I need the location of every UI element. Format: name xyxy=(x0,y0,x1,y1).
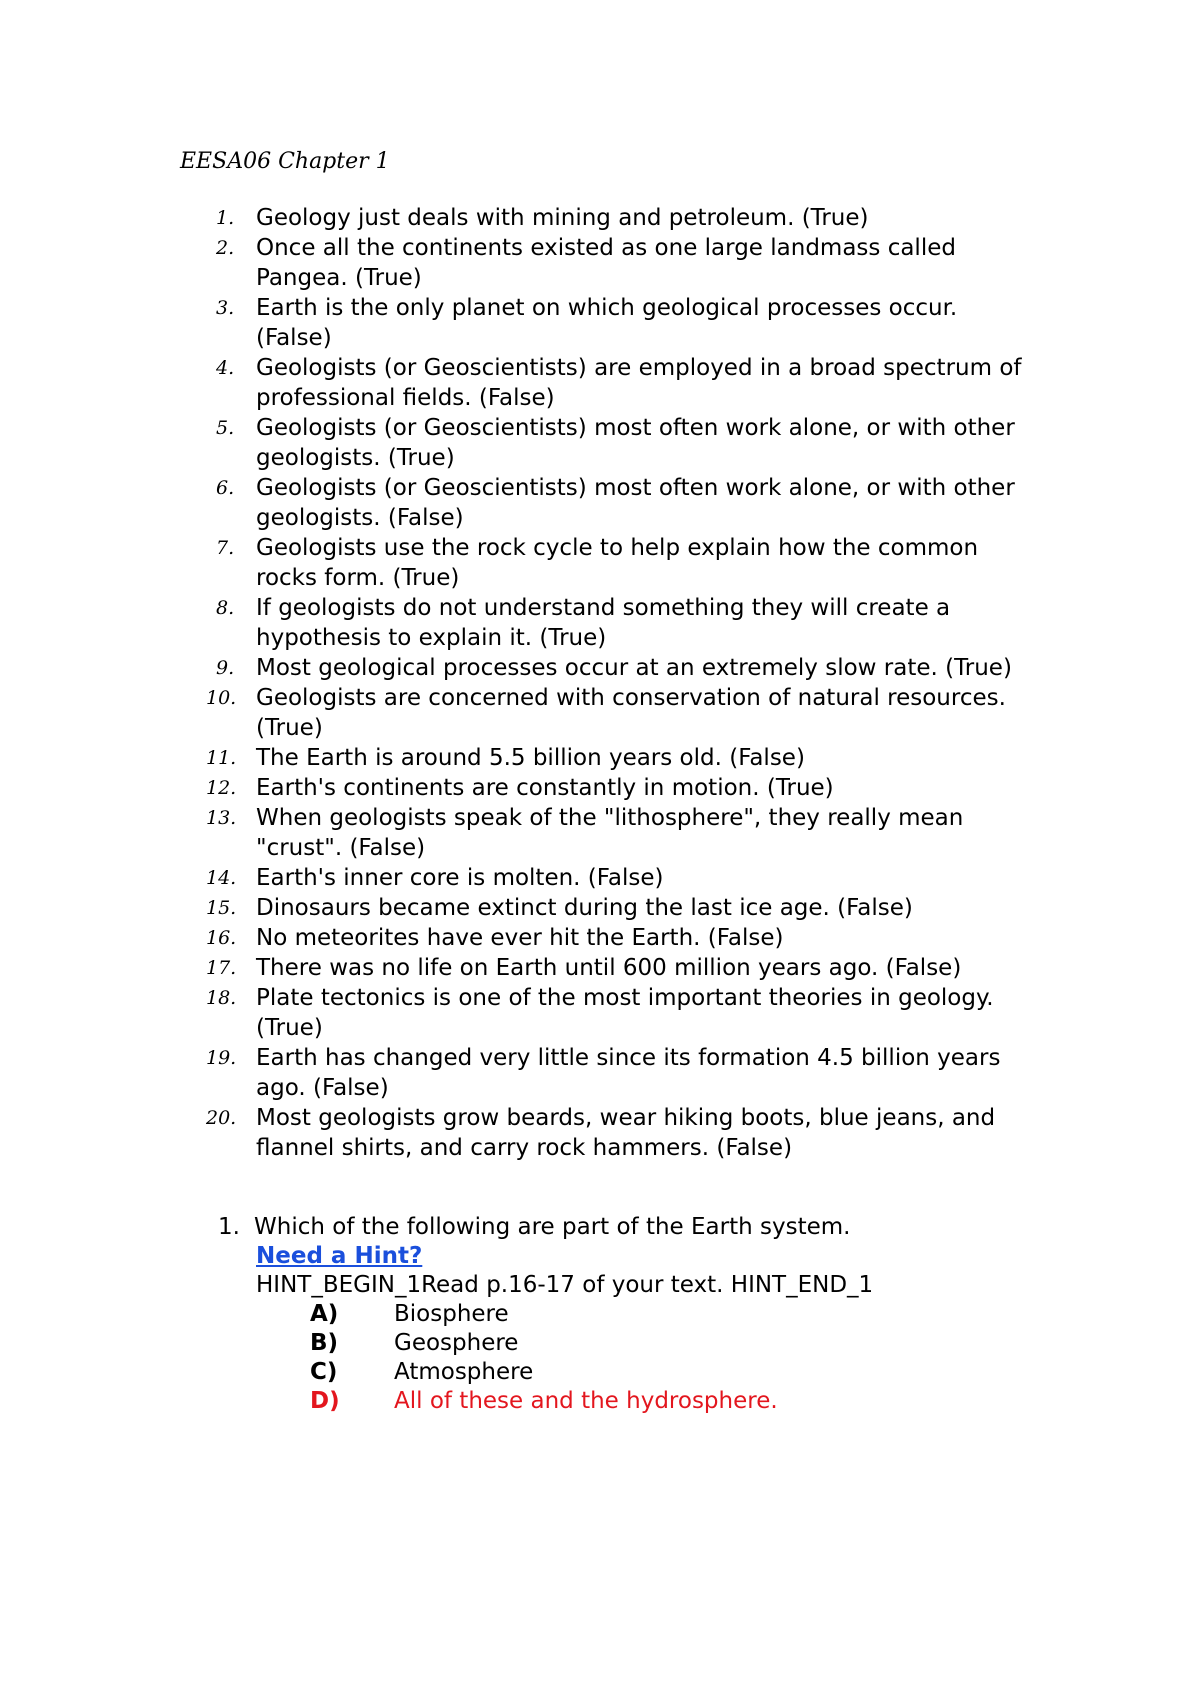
list-item xyxy=(192,983,1032,1043)
multiple-choice-question xyxy=(218,1213,1038,1416)
list-item xyxy=(192,233,1032,293)
option-letter: A) xyxy=(310,1301,339,1327)
item-number: 15. xyxy=(206,897,237,919)
question-prompt xyxy=(218,1213,1038,1242)
item-text: Earth's inner core is molten. (False) xyxy=(256,865,664,891)
hint-text: HINT_BEGIN_1Read p.16-17 of your text. HINT_END_1 xyxy=(256,1272,874,1298)
item-text: Geologists are concerned with conservation of natural resources. (True) xyxy=(256,685,1006,741)
item-text: If geologists do not understand something they will create a hypothesis to explain it. (True) xyxy=(256,595,951,651)
list-item xyxy=(192,893,1032,923)
list-item xyxy=(192,413,1032,473)
item-text: Plate tectonics is one of the most important theories in geology. (True) xyxy=(256,985,994,1041)
item-number: 20. xyxy=(206,1107,237,1129)
item-number: 18. xyxy=(206,987,237,1009)
item-text: Geologists (or Geoscientists) most often work alone, or with other geologists. (False) xyxy=(256,475,1015,531)
list-item xyxy=(192,863,1032,893)
answer-option-c[interactable] xyxy=(218,1358,1038,1387)
list-item xyxy=(192,593,1032,653)
item-text: Geologists use the rock cycle to help explain how the common rocks form. (True) xyxy=(256,535,979,591)
item-number: 13. xyxy=(206,807,237,829)
item-text: There was no life on Earth until 600 million years ago. (False) xyxy=(256,955,962,981)
item-number: 12. xyxy=(206,777,237,799)
item-text: Earth has changed very little since its formation 4.5 billion years ago. (False) xyxy=(256,1045,1001,1101)
item-text: Geologists (or Geoscientists) are employed in a broad spectrum of professional fields. (False) xyxy=(256,355,1022,411)
true-false-list xyxy=(192,203,1032,1163)
item-number: 19. xyxy=(206,1047,237,1069)
option-text: Atmosphere xyxy=(394,1359,534,1385)
item-number: 8. xyxy=(216,597,235,619)
item-text: Earth's continents are constantly in motion. (True) xyxy=(256,775,834,801)
list-item xyxy=(192,743,1032,773)
list-item xyxy=(192,353,1032,413)
question-number: 1. xyxy=(218,1214,240,1240)
need-hint-link[interactable]: Need a Hint? xyxy=(256,1243,423,1269)
item-number: 7. xyxy=(216,537,235,559)
item-number: 4. xyxy=(216,357,235,379)
option-letter: D) xyxy=(310,1388,340,1414)
answer-option-b[interactable] xyxy=(218,1329,1038,1358)
item-text: Most geologists grow beards, wear hiking boots, blue jeans, and flannel shirts, and carry rock hammers. (False) xyxy=(256,1105,996,1161)
item-number: 9. xyxy=(216,657,235,679)
item-number: 16. xyxy=(206,927,237,949)
item-text: Dinosaurs became extinct during the last ice age. (False) xyxy=(256,895,913,921)
item-number: 17. xyxy=(206,957,237,979)
item-text: Most geological processes occur at an extremely slow rate. (True) xyxy=(256,655,1012,681)
item-number: 1. xyxy=(216,207,235,229)
list-item xyxy=(192,953,1032,983)
option-text: Geosphere xyxy=(394,1330,519,1356)
item-text: Earth is the only planet on which geological processes occur. (False) xyxy=(256,295,958,351)
option-letter: C) xyxy=(310,1359,338,1385)
item-text: Geology just deals with mining and petroleum. (True) xyxy=(256,205,869,231)
list-item xyxy=(192,473,1032,533)
list-item xyxy=(192,1103,1032,1163)
item-number: 10. xyxy=(206,687,237,709)
item-text: Once all the continents existed as one large landmass called Pangea. (True) xyxy=(256,235,956,291)
answer-options xyxy=(218,1300,1038,1416)
option-text: All of these and the hydrosphere. xyxy=(394,1388,778,1414)
document-title: EESA06 Chapter 1 xyxy=(180,149,390,174)
item-text: Geologists (or Geoscientists) most often work alone, or with other geologists. (True) xyxy=(256,415,1015,471)
item-text: No meteorites have ever hit the Earth. (False) xyxy=(256,925,784,951)
item-number: 6. xyxy=(216,477,235,499)
item-number: 3. xyxy=(216,297,235,319)
list-item xyxy=(192,533,1032,593)
item-text: When geologists speak of the "lithosphere", they really mean "crust". (False) xyxy=(256,805,964,861)
item-number: 2. xyxy=(216,237,235,259)
list-item xyxy=(192,203,1032,233)
answer-option-a[interactable] xyxy=(218,1300,1038,1329)
list-item xyxy=(192,1043,1032,1103)
list-item xyxy=(192,803,1032,863)
option-letter: B) xyxy=(310,1330,339,1356)
list-item xyxy=(192,293,1032,353)
answer-option-d[interactable] xyxy=(218,1387,1038,1416)
item-text: The Earth is around 5.5 billion years old. (False) xyxy=(256,745,805,771)
list-item xyxy=(192,923,1032,953)
list-item xyxy=(192,683,1032,743)
item-number: 5. xyxy=(216,417,235,439)
item-number: 14. xyxy=(206,867,237,889)
question-text: Which of the following are part of the Earth system. xyxy=(254,1214,851,1240)
list-item xyxy=(192,653,1032,683)
list-item xyxy=(192,773,1032,803)
item-number: 11. xyxy=(206,747,237,769)
option-text: Biosphere xyxy=(394,1301,509,1327)
